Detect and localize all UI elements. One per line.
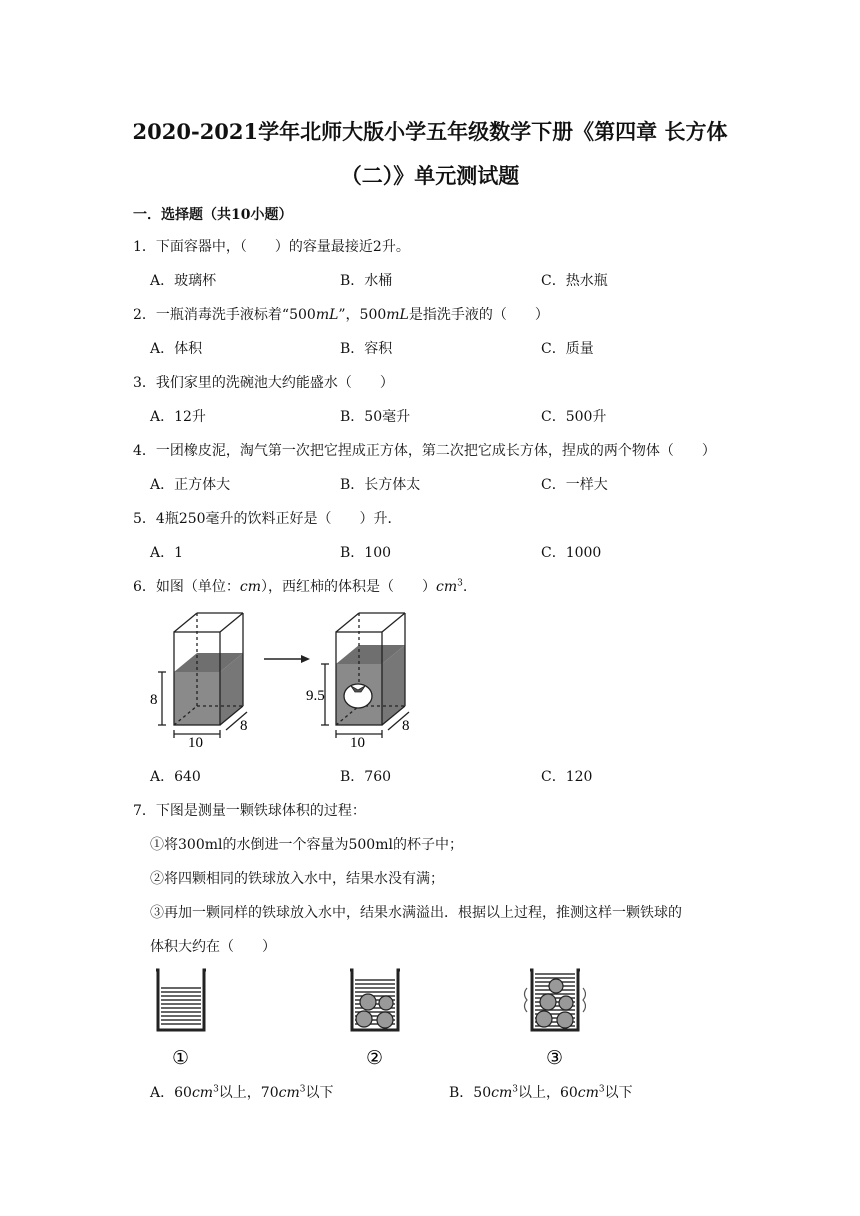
question-6 (133, 576, 467, 596)
question-number: 4． (133, 443, 156, 459)
question-5 (133, 508, 402, 528)
option-b: B．长方体太 (340, 477, 421, 493)
question-text: 下面容器中，（ ）的容量最接近2升。 (155, 239, 410, 255)
question-number: 5． (133, 511, 156, 527)
unit-text: cm (239, 579, 262, 595)
question-number: 6． (133, 579, 156, 595)
unit-text: mL (315, 307, 339, 323)
page-title-line1: 2020-2021学年北师大版小学五年级数学下册《第四章 长方体 (132, 119, 728, 144)
right-height-label: 9.5 (306, 688, 325, 704)
option-a: A．玻璃杯 (150, 273, 217, 289)
unit-text: cm (577, 1085, 599, 1101)
left-depth-label: 8 (240, 718, 248, 734)
question-text-part: ”，500 (338, 307, 387, 323)
unit-exponent: 3 (213, 1084, 219, 1095)
question-text-part: ），西红柿的体积是（ ） (261, 579, 437, 595)
arrow-icon (264, 655, 310, 663)
unit-text: cm (436, 579, 458, 595)
cube-tomato-figure (146, 606, 426, 750)
option-a: A．1 (150, 545, 184, 561)
question-text: 4瓶250毫升的饮料正好是（ ）升． (155, 511, 402, 527)
left-height-label: 8 (150, 692, 158, 708)
question-1 (133, 236, 410, 256)
option-b: B．100 (340, 545, 392, 561)
question-number: 7． (133, 803, 156, 819)
option-c: C．1000 (541, 545, 602, 561)
unit-text: cm (278, 1085, 300, 1101)
option-a: A．12升 (150, 409, 206, 425)
tomato-icon (344, 684, 372, 708)
option-text: A．60 (150, 1085, 192, 1101)
unit-exponent: 3 (457, 578, 463, 589)
option-c: C．500升 (541, 409, 607, 425)
question-text-part: . (462, 579, 468, 595)
option-b: B．50毫升 (340, 409, 411, 425)
question-text-part: 如图（单位： (155, 579, 240, 595)
figure-label-1: ① (172, 1048, 190, 1069)
question-2 (133, 304, 549, 324)
question-text-part: 一瓶消毒洗手液标着“500 (155, 307, 316, 323)
step-2: ②将四颗相同的铁球放入水中，结果水没有满； (150, 871, 444, 887)
option-a (150, 1082, 333, 1102)
option-text: 以上，60 (517, 1085, 578, 1101)
section-heading: 一．选择题（共10小题） (133, 207, 293, 223)
option-c: C．一样大 (541, 477, 608, 493)
option-text: 以下 (305, 1085, 334, 1101)
question-4 (133, 440, 716, 460)
question-number: 2． (133, 307, 156, 323)
left-container (158, 613, 247, 738)
unit-exponent: 3 (598, 1084, 605, 1095)
question-text: 我们家里的洗碗池大约能盛水（ ） (155, 375, 394, 391)
option-b (449, 1082, 633, 1102)
option-text: 以上，70 (218, 1085, 279, 1101)
option-a: A．640 (150, 769, 201, 785)
beaker-figure (146, 964, 586, 1074)
figure-label-3: ③ (546, 1048, 564, 1069)
step-1: ①将300ml的水倒进一个容量为500ml的杯子中； (150, 837, 463, 853)
option-a: A．正方体大 (150, 477, 231, 493)
question-number: 1． (133, 239, 156, 255)
right-width-label: 10 (350, 735, 365, 750)
page-title-line2: （二）》单元测试题 (340, 163, 520, 188)
left-width-label: 10 (188, 735, 203, 750)
option-b: B．760 (340, 769, 392, 785)
question-number: 3． (133, 375, 156, 391)
question-7 (133, 800, 366, 820)
option-c: C．120 (541, 769, 593, 785)
unit-exponent: 3 (512, 1084, 518, 1095)
option-text: B．50 (449, 1085, 492, 1101)
option-b: B．容积 (340, 341, 393, 357)
option-c: C．热水瓶 (541, 273, 608, 289)
figure-label-2: ② (366, 1048, 384, 1069)
beaker-3 (525, 970, 586, 1030)
option-text: 以下 (604, 1085, 633, 1101)
question-text-part: 是指洗手液的（ ） (408, 307, 549, 323)
right-depth-label: 8 (402, 718, 410, 734)
beaker-2 (350, 970, 400, 1030)
question-3 (133, 372, 394, 392)
right-container (321, 613, 409, 738)
step-3: ③再加一颗同样的铁球放入水中，结果水满溢出．根据以上过程，推测这样一颗铁球的 (150, 905, 682, 921)
question-text: 下图是测量一颗铁球体积的过程： (155, 803, 366, 819)
option-c: C．质量 (541, 341, 594, 357)
beaker-1 (156, 970, 206, 1030)
question-text: 一团橡皮泥，淘气第一次把它捏成正方体，第二次把它成长方体，捏成的两个物体（ ） (155, 443, 716, 459)
unit-exponent: 3 (299, 1084, 306, 1095)
unit-text: cm (191, 1085, 214, 1101)
option-a: A．体积 (150, 341, 203, 357)
unit-text: cm (491, 1085, 513, 1101)
step-3-continued: 体积大约在（ ） (150, 939, 276, 955)
option-b: B．水桶 (340, 273, 393, 289)
unit-text: mL (386, 307, 409, 323)
